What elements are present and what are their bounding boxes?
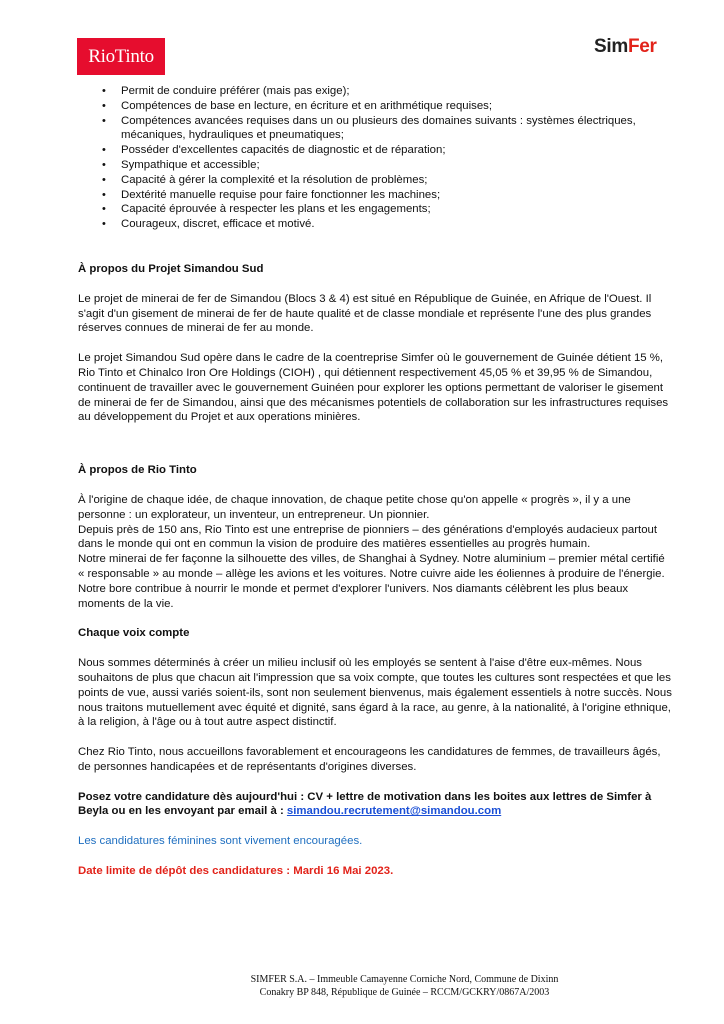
voix-paragraph-1: Nous sommes déterminés à créer un milieu inclusif où les employés se sentent à l'aise d'être eux-mêmes. Nous souhaitons de plus que chacun ait l'impression que sa voix compte, que toutes les cultures sont respectées et que les points de vue, aussi variés soient-ils, sont non seulement bienvenus, mais également essentiels à notre succès. Nous nous traitons mutuellement avec équité et dignité, sans égard à la race, au genre, à la nationalité, à l'origine ethnique, à la religion, à l'âge ou à tout autre aspect distinctif. [78, 657, 672, 729]
women-encouraged-note: Les candidatures féminines sont vivement encouragées. [78, 835, 363, 848]
list-item: • Sympathique et accessible; [78, 158, 674, 173]
footer-line-2: Conakry BP 848, République de Guinée – RCCM/GCKRY/0867A/2003 [259, 987, 550, 998]
simfer-logo-sim: Sim [594, 36, 628, 57]
list-item: • Compétences avancées requises dans un ou plusieurs des domaines suivants : systèmes électriques, mécaniques, hydrauliques et pneumatiques; [78, 114, 674, 144]
deadline-note: Date limite de dépôt des candidatures : Mardi 16 Mai 2023. [78, 865, 394, 878]
voix-paragraph-2: Chez Rio Tinto, nous accueillons favorablement et encourageons les candidatures de femmes, de travailleurs âgés, de personnes handicapées et de représentants d'origines diverses. [78, 746, 661, 773]
list-item: • Capacité éprouvée à respecter les plans et les engagements; [78, 202, 674, 217]
rio-tinto-logo-text: RioTinto [88, 45, 154, 67]
rio-tinto-logo [77, 38, 165, 75]
email-link[interactable]: simandou.recrutement@simandou.com [286, 805, 502, 818]
footer-line-1: SIMFER S.A. – Immeuble Camayenne Corniche Nord, Commune de Dixinn [250, 974, 559, 985]
simfer-logo [594, 36, 657, 58]
list-item: • Dextérité manuelle requise pour faire fonctionner les machines; [78, 188, 674, 203]
list-item: • Capacité à gérer la complexité et la résolution de problèmes; [78, 173, 674, 188]
simandou-paragraph-1: Le projet de minerai de fer de Simandou (Blocs 3 & 4) est situé en République de Guinée, en Afrique de l'Ouest. Il s'agit d'un gisement de minerai de fer de haute qualité et de classe mondiale et représente l'une des plus grandes réserves connues de minerai de fer au monde. [78, 292, 652, 335]
simfer-logo-fer: Fer [627, 36, 657, 57]
requirements-list [78, 84, 674, 232]
rio-tinto-paragraph-1: À l'origine de chaque idée, de chaque innovation, de chaque petite chose qu'on appelle « progrès », il y a une personne : un explorateur, un inventeur, un entrepreneur. Un pionnier. [78, 493, 631, 521]
list-item: • Posséder d'excellentes capacités de diagnostic et de réparation; [78, 143, 674, 158]
list-item: • Permit de conduire préférer (mais pas exige); [78, 84, 674, 99]
footer [0, 973, 724, 999]
rio-tinto-heading: À propos de Rio Tinto [78, 464, 197, 477]
document-body [78, 84, 674, 879]
simandou-heading: À propos du Projet Simandou Sud [78, 262, 264, 275]
simandou-paragraph-2: Le projet Simandou Sud opère dans le cadre de la coentreprise Simfer où le gouvernement de Guinée détient 15 %, Rio Tinto et Chinalco Iron Ore Holdings (CIOH) , qui détiennent respectivement 45,05 % et 39,95 % de Simandou, continuent de travailler avec le gouvernement Guinéen pour explorer les options permettant de valoriser le gisement de minerai de fer de Simandou, ainsi que des mécanismes potentiels de collaboration sur les infrastructures requises au développement du Projet et aux operations minières. [78, 352, 669, 424]
list-item: • Compétences de base en lecture, en écriture et en arithmétique requises; [78, 99, 674, 114]
apply-paragraph [78, 790, 674, 820]
list-item: • Courageux, discret, efficace et motivé. [78, 217, 674, 232]
apply-text: Posez votre candidature dès aujourd'hui : CV + lettre de motivation dans les boites aux lettres de Simfer à Beyla ou en les envoyant par email à : [78, 790, 652, 818]
rio-tinto-paragraph-3: Notre minerai de fer façonne la silhouette des villes, de Shanghai à Sydney. Notre aluminium – premier métal certifié « responsable » au monde – allège les avions et les voitures. Notre cuivre aide les éoliennes à produire de l'énergie. Notre bore contribue à nourrir le monde et permet d'explorer l'univers. Nos diamants célèbrent les plus beaux moments de la vie. [78, 553, 665, 610]
voix-heading: Chaque voix compte [78, 627, 190, 640]
rio-tinto-paragraph-2: Depuis près de 150 ans, Rio Tinto est une entreprise de pionniers – des générations d'employés audacieux partout dans le monde qui ont en commun la vision de produire des matières essentielles au progrès humain. [78, 523, 658, 551]
